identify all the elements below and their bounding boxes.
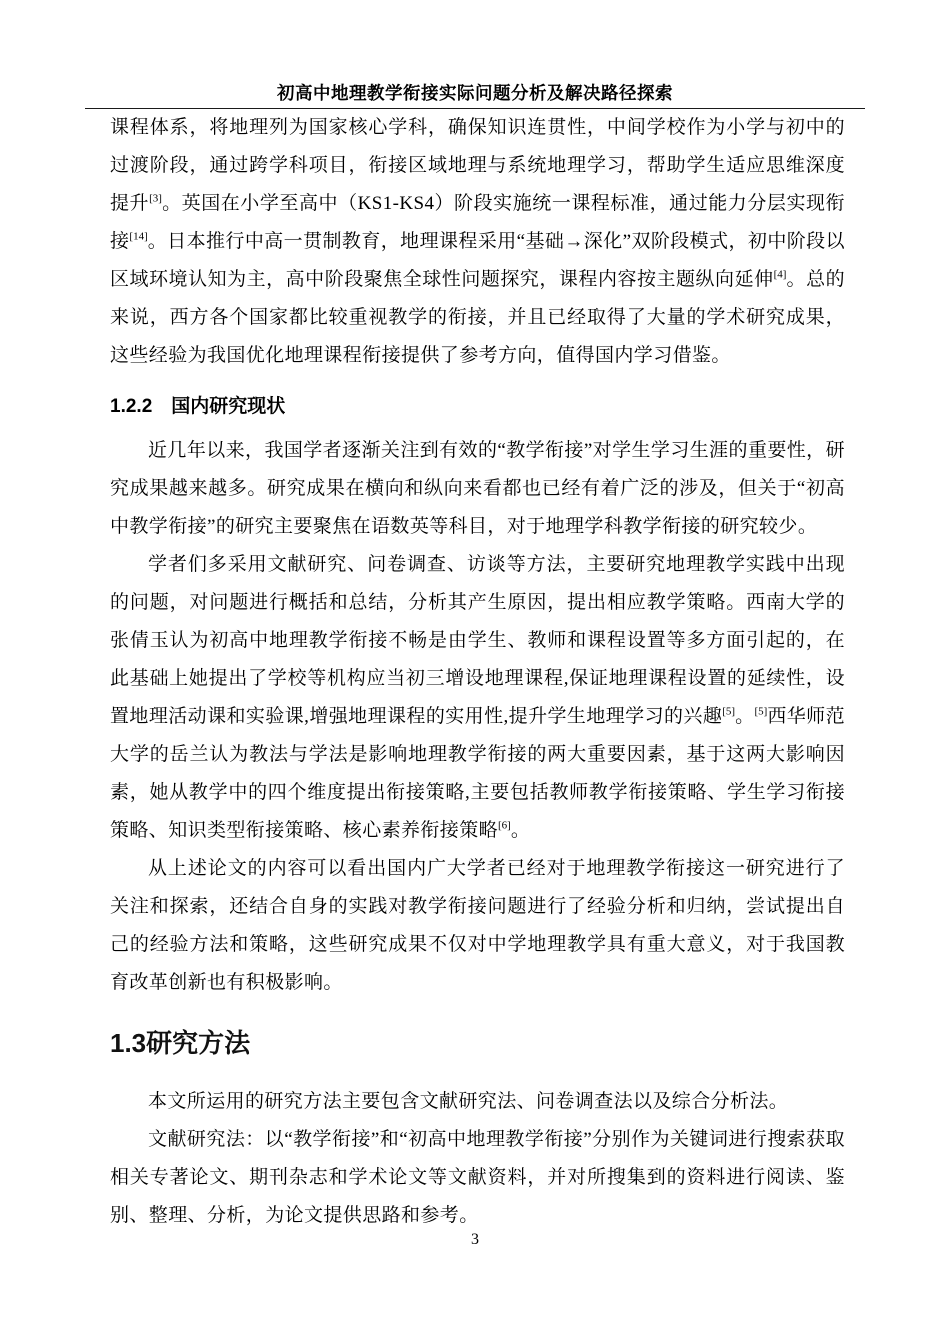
page-number: 3 [471,1231,479,1248]
citation-ref-6: [6] [498,819,511,832]
text-run: 学者们多采用文献研究、问卷调查、访谈等方法，主要研究地理教学实践中出现的问题，对问题进行概括和总结，分析其产生原因，提出相应教学策略。西南大学的张倩玉认为初高中地理教学衔接不畅是由学生、教师和课程设置等多方面引起的，在此基础上她提出了学校等机构应当初三增设地理课程,保证地理课程设置的延续性，设置地理活动课和实验课,增强地理课程的实用性,提升学生地理学习的兴趣 [110,554,845,727]
paragraph-domestic-summary: 从上述论文的内容可以看出国内广大学者已经对于地理教学衔接这一研究进行了关注和探索，还结合自身的实践对教学衔接问题进行了经验分析和归纳，尝试提出自己的经验方法和策略，这些研究成果不仅对中学地理教学具有重大意义，对于我国教育改革创新也有积极影响。 [110,858,845,993]
paragraph-domestic-overview: 近几年以来，我国学者逐渐关注到有效的“教学衔接”对学生学习生涯的重要性，研究成果越来越多。研究成果在横向和纵向来看都也已经有着广泛的涉及，但关于“初高中教学衔接”的研究主要聚焦在语数英等科目，对于地理学科教学衔接的研究较少。 [110,440,845,537]
text-run: 。英国在小学至高中（KS1-KS4）阶段实施统一课程标准，通过能力分层实现衔接 [110,193,845,252]
section-heading-1-2-2: 1.2.2 国内研究现状 [110,396,286,417]
citation-ref-3: [3] [149,192,162,205]
text-run: 。总的来说，西方各个国家都比较重视教学的衔接，并且已经取得了大量的学术研究成果，这些经验为我国优化地理课程衔接提供了参考方向，值得国内学习借鉴。 [110,269,845,366]
citation-ref-5a: [5] [722,705,736,718]
paragraph-literature-method: 文献研究法：以“教学衔接”和“初高中地理教学衔接”分别作为关键词进行搜索获取相关专著论文、期刊杂志和学术论文等文献资料，并对所搜集到的资料进行阅读、鉴别、整理、分析，为论文提供思路和参考。 [110,1129,845,1226]
paragraph-international-research [110,109,845,375]
citation-ref-5b: [5] [754,705,768,718]
text-run: 。 [735,706,755,727]
citation-ref-4: [4] [773,268,787,281]
paragraph-scholars-methods [110,546,845,850]
page-footer [0,1232,950,1248]
page-header [85,0,865,109]
section-heading-1-3: 1.3研究方法 [110,1028,251,1058]
citation-ref-14: [14] [129,230,148,243]
text-run: 课程体系，将地理列为国家核心学科，确保知识连贯性，中间学校作为小学与初中的过渡阶段，通过跨学科项目，衔接区域地理与系统地理学习，帮助学生适应思维深度提升 [110,117,845,214]
text-run: 。 [510,820,531,841]
text-run: 。日本推行中高一贯制教育，地理课程采用“基础→深化”双阶段模式，初中阶段以区域环境认知为主，高中阶段聚焦全球性问题探究，课程内容按主题纵向延伸 [110,231,845,290]
text-run: 西华师范大学的岳兰认为教法与学法是影响地理教学衔接的两大重要因素，基于这两大影响因素，她从教学中的四个维度提出衔接策略,主要包括教师教学衔接策略、学生学习衔接策略、知识类型衔接策略、核心素养衔接策略 [110,706,845,841]
paragraph-methods-intro: 本文所运用的研究方法主要包含文献研究法、问卷调查法以及综合分析法。 [148,1091,789,1112]
document-body [110,109,845,1235]
running-head-title: 初高中地理教学衔接实际问题分析及解决路径探索 [277,83,673,103]
